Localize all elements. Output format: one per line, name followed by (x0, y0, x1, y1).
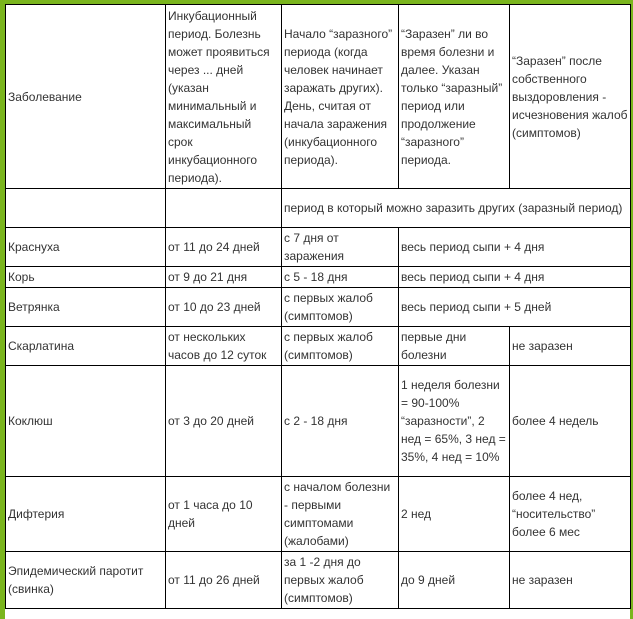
disease-name: Ветрянка (6, 288, 166, 327)
header-contagious-start: Начало “заразного” периода (когда человек начинает заражать других). День, считая от начала заражения (инкубационного периода). (282, 5, 399, 189)
contagious-during-value: весь период сыпи + 5 дней (399, 288, 631, 327)
note-row (6, 189, 631, 228)
disease-name: Корь (6, 267, 166, 288)
table-row (6, 267, 631, 288)
contagious-during-value: 2 нед (399, 477, 510, 552)
disease-name: Коклюш (6, 366, 166, 477)
contagious-start-value: с 5 - 18 дня (282, 267, 399, 288)
incubation-value: от 1 часа до 10 дней (166, 477, 282, 552)
contagious-after-value: более 4 нед, “носительство” более 6 мес (510, 477, 631, 552)
header-contagious-after-recovery: “Заразен” после собственного выздоровления - исчезновения жалоб (симптомов) (510, 5, 631, 189)
table-row (6, 366, 631, 477)
table-row (6, 288, 631, 327)
table-row (6, 477, 631, 552)
disease-name: Скарлатина (6, 327, 166, 366)
infection-periods-table (5, 4, 631, 609)
contagious-during-value: весь период сыпи + 4 дня (399, 267, 631, 288)
incubation-value: от 11 до 24 дней (166, 228, 282, 267)
contagious-during-value: весь период сыпи + 4 дня (399, 228, 631, 267)
contagious-start-value: с первых жалоб (симптомов) (282, 327, 399, 366)
incubation-value: от 9 до 21 дня (166, 267, 282, 288)
contagious-start-value: с 2 - 18 дня (282, 366, 399, 477)
contagious-start-value: с первых жалоб (симптомов) (282, 288, 399, 327)
contagious-start-value: за 1 -2 дня до первых жалоб (симптомов) (282, 552, 399, 609)
contagious-during-value: 1 неделя болезни = 90-100% “заразности”, 2 нед = 65%, 3 нед = 35%, 4 нед = 10% (399, 366, 510, 477)
disease-name: Эпидемический паротит (свинка) (6, 552, 166, 609)
incubation-value: от нескольких часов до 12 суток (166, 327, 282, 366)
table-row (6, 327, 631, 366)
contagious-start-value: с 7 дня от заражения (282, 228, 399, 267)
header-disease: Заболевание (6, 5, 166, 189)
header-contagious-during-illness: “Заразен” ли во время болезни и далее. Указан только “заразный” период или продолжение “заразного” периода. (399, 5, 510, 189)
disease-name: Краснуха (6, 228, 166, 267)
note-empty-cell (6, 189, 166, 228)
incubation-value: от 10 до 23 дней (166, 288, 282, 327)
contagious-start-value: с началом болезни - первыми симптомами (жалобами) (282, 477, 399, 552)
incubation-value: от 11 до 26 дней (166, 552, 282, 609)
header-incubation: Инкубационный период. Болезнь может проявиться через ... дней (указан минимальный и максимальный срок инкубационного периода). (166, 5, 282, 189)
disease-name: Дифтерия (6, 477, 166, 552)
note-empty-cell (166, 189, 282, 228)
contagious-after-value: более 4 недель (510, 366, 631, 477)
table-row (6, 552, 631, 609)
contagious-during-value: первые дни болезни (399, 327, 510, 366)
incubation-value: от 3 до 20 дней (166, 366, 282, 477)
contagious-during-value: до 9 дней (399, 552, 510, 609)
contagious-after-value: не заразен (510, 327, 631, 366)
table-row (6, 228, 631, 267)
contagious-after-value: не заразен (510, 552, 631, 609)
contagious-period-note: период в который можно заразить других (заразный период) (282, 189, 631, 228)
header-row (6, 5, 631, 189)
